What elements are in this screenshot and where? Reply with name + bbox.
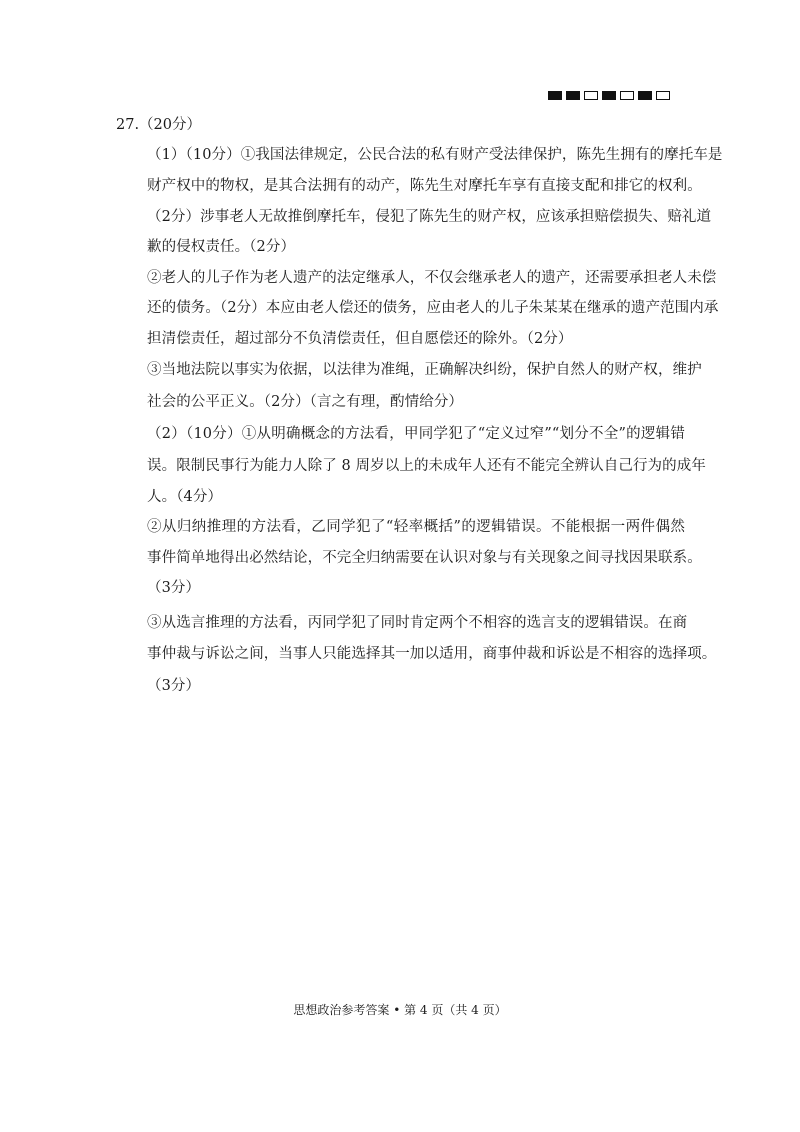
answer-line: （3分） [147,580,201,596]
answer-line: 歉的侵权责任。（2分） [147,239,296,255]
answer-line: 还的债务。（2分）本应由老人偿还的债务，应由老人的儿子朱某某在继承的遗产范围内承 [147,300,719,316]
answer-line: （2）（10分）①从明确概念的方法看，甲同学犯了“定义过窄”“划分不全”的逻辑错 [147,426,685,442]
header-mark [566,91,580,100]
header-mark [638,91,652,100]
answer-line: ③从选言推理的方法看，丙同学犯了同时肯定两个不相容的选言支的逻辑错误。在商 [147,615,688,631]
answer-line: 误。限制民事行为能力人除了 8 周岁以上的未成年人还有不能完全辨认自己行为的成年 [147,458,706,474]
header-marks [548,91,670,100]
answer-line: 社会的公平正义。（2分）（言之有理，酌情给分） [147,394,464,410]
answer-line: （3分） [147,678,201,694]
answer-line: （2分）涉事老人无故推倒摩托车，侵犯了陈先生的财产权，应该承担赔偿损失、赔礼道 [147,209,712,225]
answer-line: （1）（10分）①我国法律规定，公民合法的私有财产受法律保护，陈先生拥有的摩托车是 [147,147,723,163]
answer-line: 担清偿责任，超过部分不负清偿责任，但自愿偿还的除外。（2分） [147,331,573,347]
answer-line: 事仲裁与诉讼之间，当事人只能选择其一加以适用，商事仲裁和诉讼是不相容的选择项。 [147,646,717,662]
page-footer: 思想政治参考答案 • 第 4 页（共 4 页） [293,1003,507,1017]
question-number: 27.（20分） [116,117,202,133]
header-mark [584,91,598,100]
answer-line: ②从归纳推理的方法看，乙同学犯了“轻率概括”的逻辑错误。不能根据一两件偶然 [147,519,685,535]
header-mark [548,91,562,100]
answer-line: 事件简单地得出必然结论，不完全归纳需要在认识对象与有关现象之间寻找因果联系。 [147,550,702,566]
header-mark [656,91,670,100]
answer-line: 人。（4分） [147,489,223,505]
answer-line: ③当地法院以事实为依据，以法律为准绳，正确解决纠纷，保护自然人的财产权，维护 [147,362,702,378]
answer-line: 财产权中的物权，是其合法拥有的动产，陈先生对摩托车享有直接支配和排它的权利。 [147,178,702,194]
header-mark [620,91,634,100]
header-mark [602,91,616,100]
answer-line: ②老人的儿子作为老人遗产的法定继承人，不仅会继承老人的遗产，还需要承担老人未偿 [147,270,717,286]
